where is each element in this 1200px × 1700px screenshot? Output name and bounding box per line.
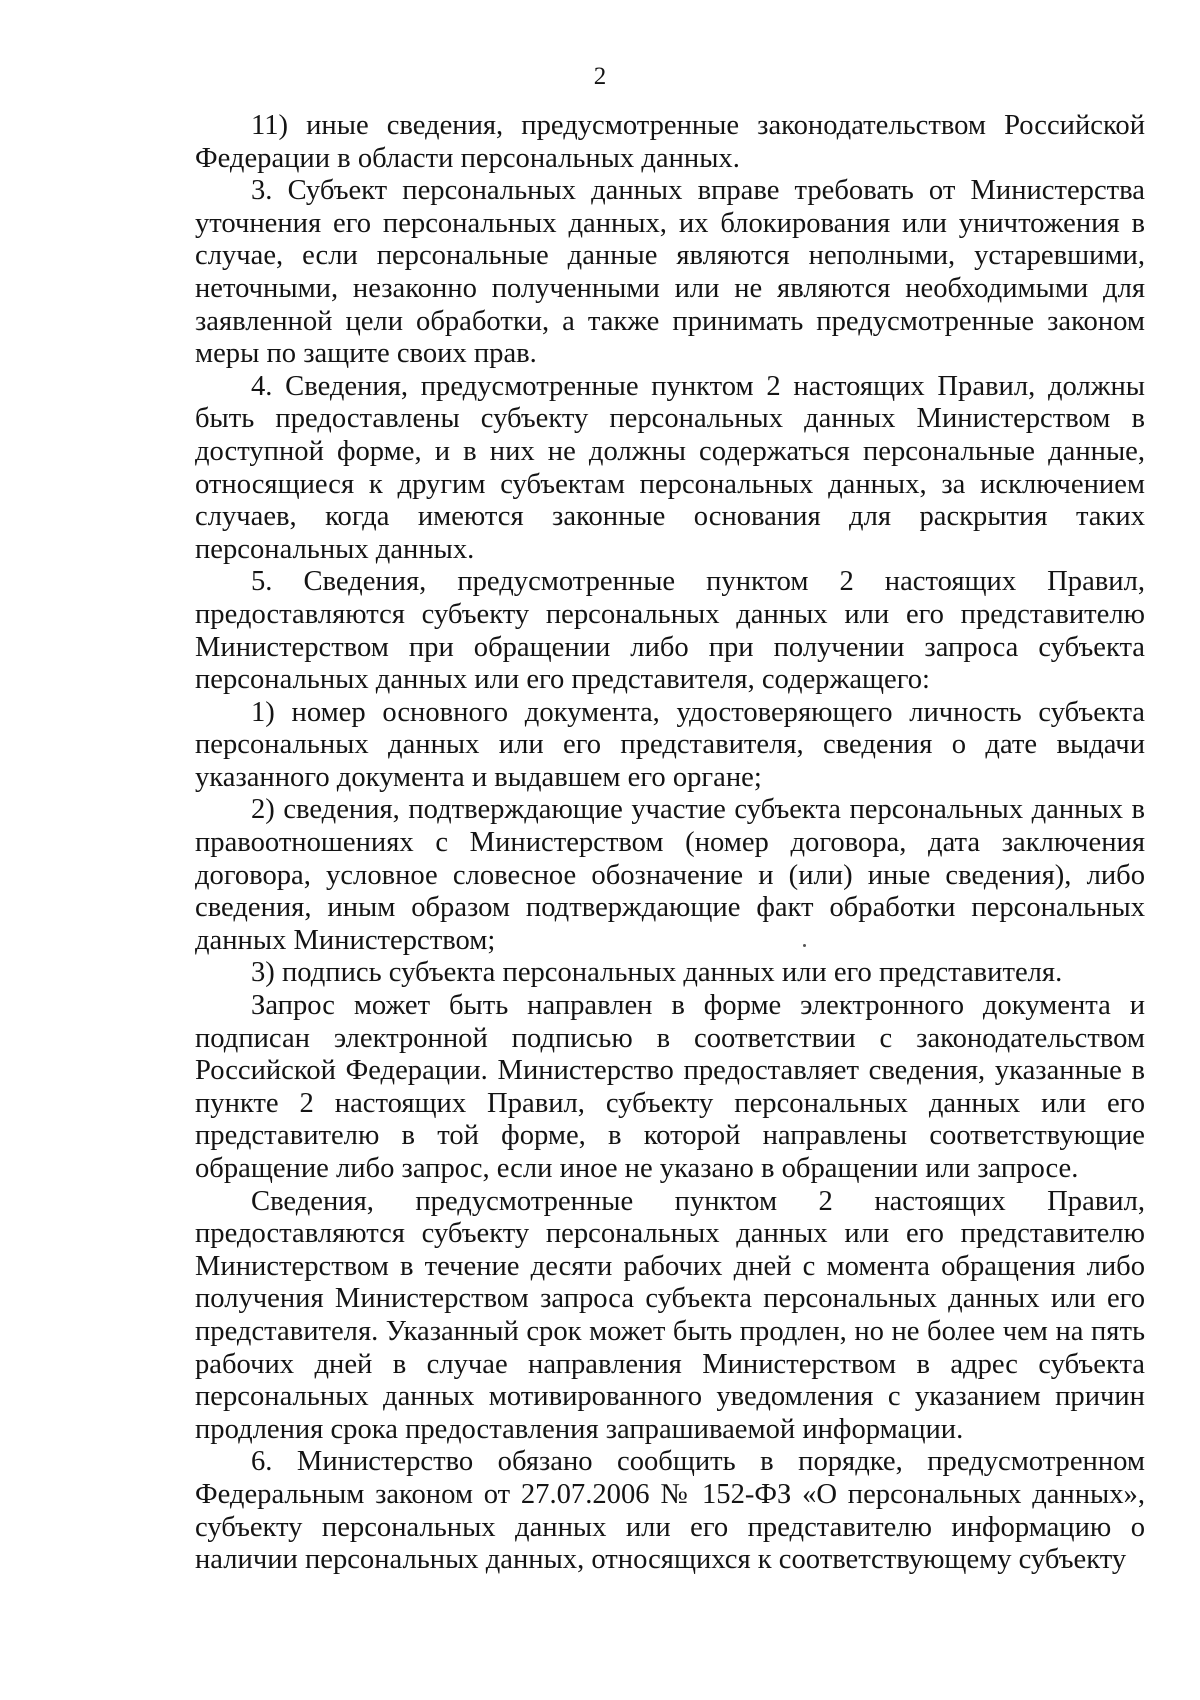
- paragraph-clause-6: 6. Министерство обязано сообщить в порядке, предусмотренном Федеральным законом от 27.07.2006 № 152-ФЗ «О персональных данных», субъекту персональных данных или его представителю информацию о наличии персональных данных, относящихся к соответствующему субъекту: [195, 1446, 1145, 1576]
- scan-speck: [803, 944, 806, 947]
- paragraph-subitem-2: 2) сведения, подтверждающие участие субъекта персональных данных в правоотношениях с Министерством (номер договора, дата заключения договора, условное словесное обозначение и (или) иные сведения), либо сведения, иным образом подтверждающие факт обработки персональных данных Министерством;: [195, 794, 1145, 956]
- paragraph-subitem-1: 1) номер основного документа, удостоверяющего личность субъекта персональных данных или его представителя, сведения о дате выдачи указанного документа и выдавшем его органе;: [195, 696, 1145, 793]
- paragraph-clause-3: 3. Субъект персональных данных вправе требовать от Министерства уточнения его персональных данных, их блокирования или уничтожения в случае, если персональные данные являются неполными, устаревшими, неточными, незаконно полученными или не являются необходимыми для заявленной цели обработки, а также принимать предусмотренные законом меры по защите своих прав.: [195, 175, 1145, 370]
- paragraph-clause-4: 4. Сведения, предусмотренные пунктом 2 настоящих Правил, должны быть предоставлены субъекту персональных данных Министерством в доступной форме, и в них не должны содержаться персональные данные, относящиеся к другим субъектам персональных данных, за исключением случаев, когда имеются законные основания для раскрытия таких персональных данных.: [195, 370, 1145, 565]
- paragraph-item-11: 11) иные сведения, предусмотренные законодательством Российской Федерации в области персональных данных.: [195, 110, 1145, 174]
- document-body: [195, 110, 1145, 1577]
- paragraph-subitem-3: 3) подпись субъекта персональных данных или его представителя.: [251, 957, 1063, 989]
- paragraph-response-term: Сведения, предусмотренные пунктом 2 настоящих Правил, предоставляются субъекту персональных данных или его представителю Министерством в течение десяти рабочих дней с момента обращения либо получения Министерством запроса субъекта персональных данных или его представителя. Указанный срок может быть продлен, но не более чем на пять рабочих дней в случае направления Министерством в адрес субъекта персональных данных мотивированного уведомления с указанием причин продления срока предоставления запрашиваемой информации.: [195, 1185, 1145, 1445]
- paragraph-request-form: Запрос может быть направлен в форме электронного документа и подписан электронной подписью в соответствии с законодательством Российской Федерации. Министерство предоставляет сведения, указанные в пункте 2 настоящих Правил, субъекту персональных данных или его представителю в той форме, в которой направлены соответствующие обращение либо запрос, если иное не указано в обращении или запросе.: [195, 990, 1145, 1184]
- page-number: 2: [593, 63, 607, 90]
- paragraph-clause-5: 5. Сведения, предусмотренные пунктом 2 настоящих Правил, предоставляются субъекту персональных данных или его представителю Министерством при обращении либо при получении запроса субъекта персональных данных или его представителя, содержащего:: [195, 566, 1145, 696]
